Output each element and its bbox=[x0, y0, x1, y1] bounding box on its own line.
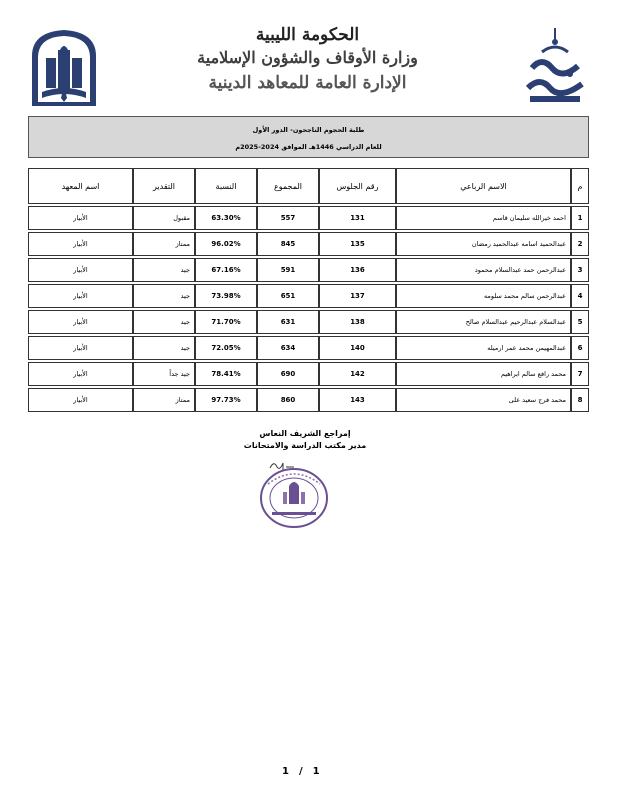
percentage: 72.05% bbox=[195, 336, 257, 360]
grade: مقبول bbox=[133, 206, 195, 230]
table-row bbox=[28, 310, 589, 334]
col-name: الاسم الرباعي bbox=[396, 168, 571, 204]
institute: الأبيار bbox=[28, 284, 133, 308]
government-title: الحكومة الليبية bbox=[255, 25, 360, 45]
student-name: عبدالحميد اسامه عبدالحميد رمضان bbox=[396, 232, 571, 256]
pen-book-mosque-logo bbox=[28, 28, 100, 108]
grade: جيد bbox=[133, 258, 195, 282]
table-row bbox=[28, 362, 589, 386]
table-header-row bbox=[28, 168, 589, 204]
row-index: 7 bbox=[571, 362, 589, 386]
academic-year: للعام الدراسي 1446هـ الموافق 2024-2025م bbox=[235, 143, 382, 151]
student-name: عبدالسلام عبدالرحيم عبدالسلام صالح bbox=[396, 310, 571, 334]
percentage: 67.16% bbox=[195, 258, 257, 282]
percentage: 63.30% bbox=[195, 206, 257, 230]
table-row bbox=[28, 336, 589, 360]
seat-number: 138 bbox=[319, 310, 396, 334]
student-name: عبدالرحمن حمد عبدالسلام محمود bbox=[396, 258, 571, 282]
page-number bbox=[282, 766, 330, 777]
seat-number: 143 bbox=[319, 388, 396, 412]
signatory-name: إمراجع الشريف النعاس bbox=[259, 429, 351, 438]
seat-number: 131 bbox=[319, 206, 396, 230]
student-name: عبدالرحمن سالم محمد سلومه bbox=[396, 284, 571, 308]
percentage: 73.98% bbox=[195, 284, 257, 308]
institute: الأبيار bbox=[28, 388, 133, 412]
row-index: 3 bbox=[571, 258, 589, 282]
table-row bbox=[28, 232, 589, 256]
col-index: م bbox=[571, 168, 589, 204]
grade: جيد bbox=[133, 336, 195, 360]
total-score: 690 bbox=[257, 362, 319, 386]
grade: ممتاز bbox=[133, 232, 195, 256]
percentage: 96.02% bbox=[195, 232, 257, 256]
institute: الأبيار bbox=[28, 310, 133, 334]
total-score: 860 bbox=[257, 388, 319, 412]
letterhead bbox=[180, 24, 435, 96]
department-title: الإدارة العامة للمعاهد الدينية bbox=[208, 73, 407, 93]
total-score: 631 bbox=[257, 310, 319, 334]
total-score: 591 bbox=[257, 258, 319, 282]
institute: الأبيار bbox=[28, 362, 133, 386]
percentage: 97.73% bbox=[195, 388, 257, 412]
col-grade: التقدير bbox=[133, 168, 195, 204]
results-title-box bbox=[28, 116, 589, 158]
grade: جيد bbox=[133, 284, 195, 308]
page-separator: / bbox=[298, 766, 313, 777]
grade: جيد جداً bbox=[133, 362, 195, 386]
institute: الأبيار bbox=[28, 206, 133, 230]
grade: جيد bbox=[133, 310, 195, 334]
results-table bbox=[28, 166, 589, 414]
row-index: 5 bbox=[571, 310, 589, 334]
grade: ممتاز bbox=[133, 388, 195, 412]
row-index: 8 bbox=[571, 388, 589, 412]
row-index: 1 bbox=[571, 206, 589, 230]
seat-number: 140 bbox=[319, 336, 396, 360]
total-score: 557 bbox=[257, 206, 319, 230]
page-current: 1 bbox=[282, 766, 299, 777]
table-row bbox=[28, 284, 589, 308]
row-index: 6 bbox=[571, 336, 589, 360]
row-index: 2 bbox=[571, 232, 589, 256]
institute: الأبيار bbox=[28, 258, 133, 282]
table-row bbox=[28, 258, 589, 282]
seat-number: 137 bbox=[319, 284, 396, 308]
seat-number: 142 bbox=[319, 362, 396, 386]
student-name: محمد فرج سعيد على bbox=[396, 388, 571, 412]
official-stamp bbox=[258, 466, 330, 530]
student-name: احمد خيرالله سليمان قاسم bbox=[396, 206, 571, 230]
seat-number: 136 bbox=[319, 258, 396, 282]
total-score: 651 bbox=[257, 284, 319, 308]
results-title: طلبة الحجوم الناجحون- الدور الأول bbox=[252, 126, 365, 134]
institute: الأبيار bbox=[28, 232, 133, 256]
student-name: محمد رافع سالم ابراهيم bbox=[396, 362, 571, 386]
percentage: 78.41% bbox=[195, 362, 257, 386]
table-row bbox=[28, 206, 589, 230]
page-total: 1 bbox=[312, 766, 330, 777]
student-name: عبدالمهيمن محمد عمر ارميله bbox=[396, 336, 571, 360]
institute: الأبيار bbox=[28, 336, 133, 360]
col-total: المجموع bbox=[257, 168, 319, 204]
signature-block bbox=[230, 428, 380, 452]
awqaf-calligraphy-logo bbox=[522, 26, 588, 108]
total-score: 845 bbox=[257, 232, 319, 256]
ministry-title: وزارة الأوقاف والشؤون الإسلامية bbox=[197, 48, 418, 67]
col-institute: اسم المعهد bbox=[28, 168, 133, 204]
col-percent: النسبة bbox=[195, 168, 257, 204]
signatory-title: مدير مكتب الدراسة والامتحانات bbox=[243, 441, 367, 450]
col-seat: رقم الجلوس bbox=[319, 168, 396, 204]
total-score: 634 bbox=[257, 336, 319, 360]
seat-number: 135 bbox=[319, 232, 396, 256]
percentage: 71.70% bbox=[195, 310, 257, 334]
row-index: 4 bbox=[571, 284, 589, 308]
table-row bbox=[28, 388, 589, 412]
